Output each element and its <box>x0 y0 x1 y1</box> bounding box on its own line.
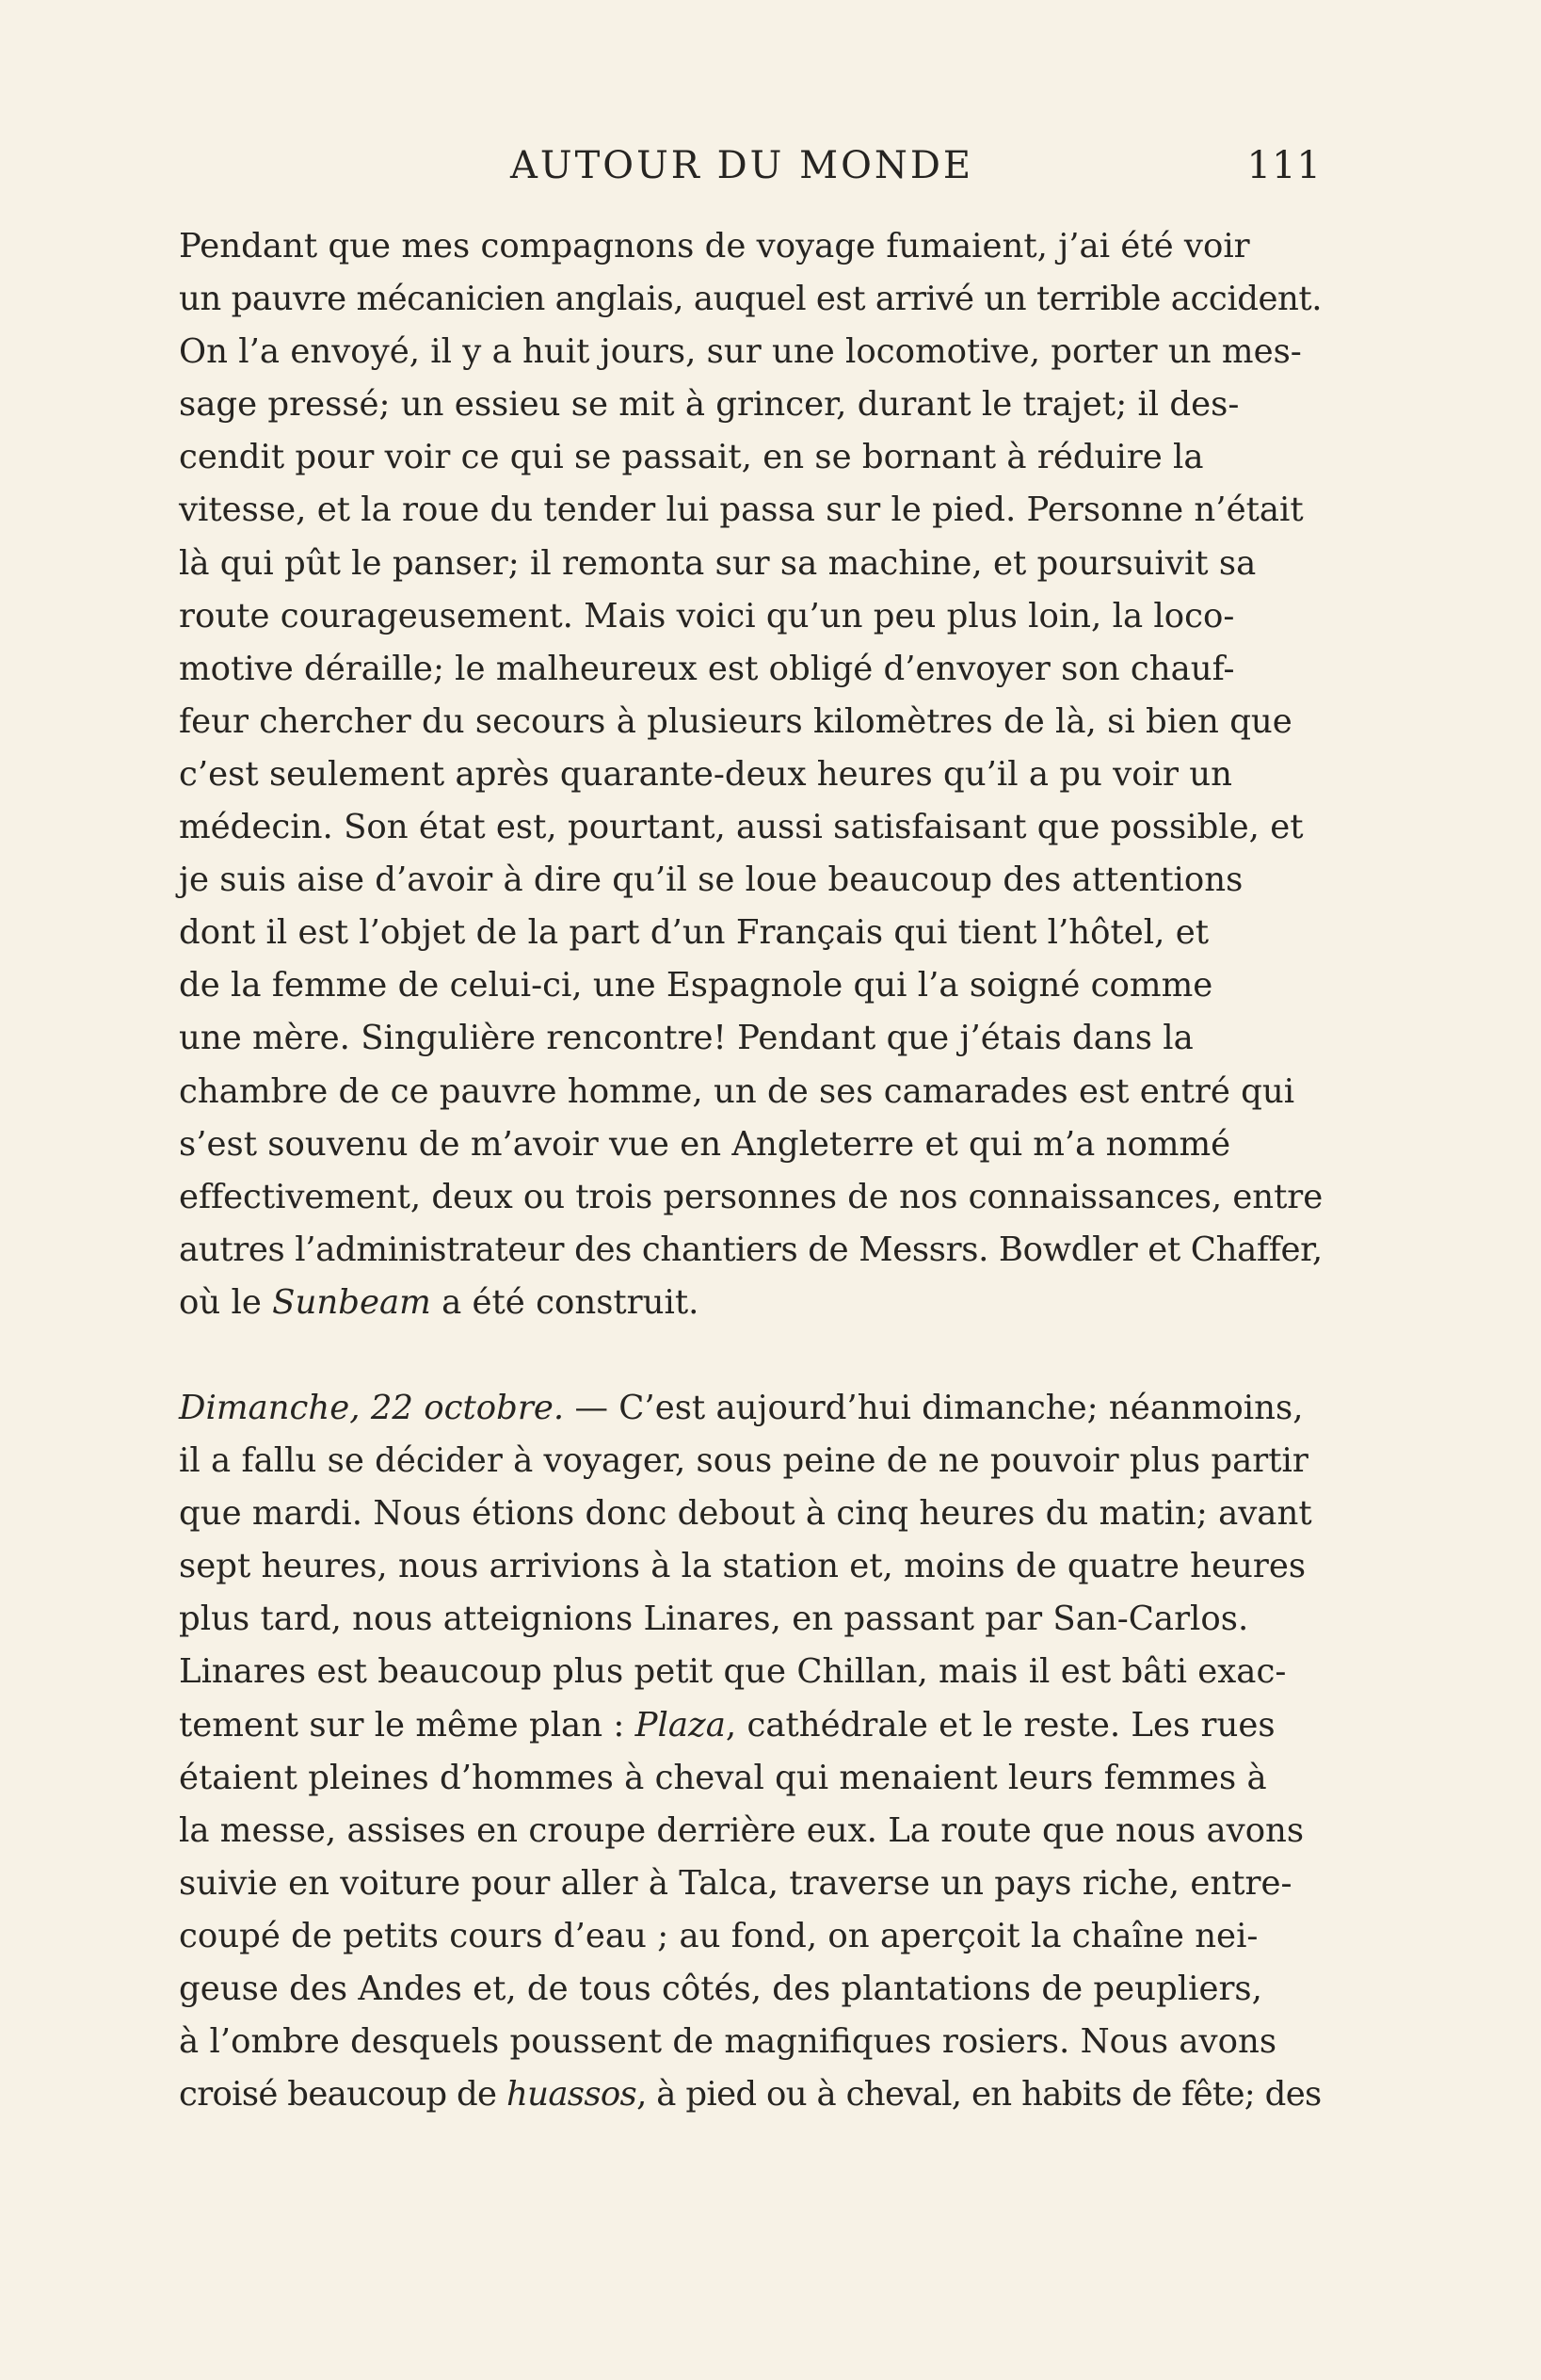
text-line: route courageusement. Mais voici qu’un peu plus loin, la loco- <box>179 596 1235 635</box>
text-fragment: croisé beaucoup de <box>179 2075 506 2115</box>
text-line: vitesse, et la roue du tender lui passa sur le pied. Personne n’était <box>179 490 1304 530</box>
text-fragment: a été construit. <box>430 1282 699 1322</box>
text-line: il a fallu se décider à voyager, sous peine de ne pouvoir plus partir <box>179 1441 1308 1481</box>
text-line: de la femme de celui-ci, une Espagnole qui l’a soigné comme <box>179 966 1213 1005</box>
text-line: étaient pleines d’hommes à cheval qui menaient leurs femmes à <box>179 1758 1267 1797</box>
text-line: la messe, assises en croupe derrière eux. La route que nous avons <box>179 1810 1305 1850</box>
text-line: une mère. Singulière rencontre! Pendant que j’étais dans la <box>179 1019 1194 1058</box>
text-line: Pendant que mes compagnons de voyage fumaient, j’ai été voir <box>179 227 1250 265</box>
text-fragment: où le <box>179 1282 273 1322</box>
text-line <box>179 1699 1322 1752</box>
text-line: coupé de petits cours d’eau ; au fond, on aperçoit la chaîne nei- <box>179 1916 1259 1955</box>
text-line: On l’a envoyé, il y a huit jours, sur une locomotive, porter un mes- <box>179 332 1302 372</box>
text-line: sept heures, nous arrivions à la station et, moins de quatre heures <box>179 1547 1307 1586</box>
header-title: AUTOUR DU MONDE <box>510 144 974 187</box>
text-line <box>179 1277 1322 1329</box>
text-line: un pauvre mécanicien anglais, auquel est arrivé un terrible accident. <box>179 280 1323 319</box>
text-line: plus tard, nous atteignions Linares, en passant par San-Carlos. <box>179 1600 1249 1639</box>
text-line: s’est souvenu de m’avoir vue en Angleterre et qui m’a nommé <box>179 1124 1231 1164</box>
page-number: 111 <box>1246 144 1322 187</box>
text-line: geuse des Andes et, de tous côtés, des plantations de peupliers, <box>179 1970 1262 2008</box>
italic-term: Plaza <box>634 1705 726 1745</box>
text-line: à l’ombre desquels poussent de magnifiques rosiers. Nous avons <box>179 2022 1277 2062</box>
text-line: motive déraille; le malheureux est obligé d’envoyer son chauf- <box>179 649 1235 688</box>
text-fragment: , cathédrale et le reste. Les rues <box>725 1705 1276 1745</box>
text-fragment: tement sur le même plan : <box>179 1705 635 1745</box>
body-text <box>179 220 1322 2121</box>
text-line: médecin. Son état est, pourtant, aussi satisfaisant que possible, et <box>179 808 1304 847</box>
paragraph-1 <box>179 220 1322 1329</box>
ship-name: Sunbeam <box>272 1282 431 1322</box>
text-line <box>179 2068 1322 2121</box>
text-line: cendit pour voir ce qui se passait, en se bornant à réduire la <box>179 438 1204 477</box>
entry-date: Dimanche, 22 octobre. <box>179 1388 565 1427</box>
text-line: chambre de ce pauvre homme, un de ses camarades est entré qui <box>179 1071 1295 1111</box>
text-line: c’est seulement après quarante-deux heures qu’il a pu voir un <box>179 754 1232 794</box>
paragraph-2 <box>179 1382 1322 2121</box>
text-line <box>179 1382 1322 1435</box>
text-line: autres l’administrateur des chantiers de Messrs. Bowdler et Chaffer, <box>179 1230 1323 1269</box>
text-fragment: , à pied ou à cheval, en habits de fête; des <box>636 2075 1322 2115</box>
italic-term: huassos <box>506 2075 637 2115</box>
text-line: effectivement, deux ou trois personnes de nos connaissances, entre <box>179 1177 1324 1216</box>
text-fragment: — C’est aujourd’hui dimanche; néanmoins, <box>564 1388 1304 1427</box>
text-line: que mardi. Nous étions donc debout à cinq heures du matin; avant <box>179 1494 1312 1534</box>
text-line: je suis aise d’avoir à dire qu’il se loue beaucoup des attentions <box>179 860 1244 900</box>
text-line: feur chercher du secours à plusieurs kilomètres de là, si bien que <box>179 701 1292 741</box>
text-line: sage pressé; un essieu se mit à grincer, durant le trajet; il des- <box>179 385 1240 425</box>
text-line: là qui pût le panser; il remonta sur sa machine, et poursuivit sa <box>179 543 1257 583</box>
text-line: dont il est l’objet de la part d’un Français qui tient l’hôtel, et <box>179 913 1209 953</box>
text-line: Linares est beaucoup plus petit que Chillan, mais il est bâti exac- <box>179 1652 1287 1692</box>
text-line: suivie en voiture pour aller à Talca, traverse un pays riche, entre- <box>179 1863 1292 1903</box>
